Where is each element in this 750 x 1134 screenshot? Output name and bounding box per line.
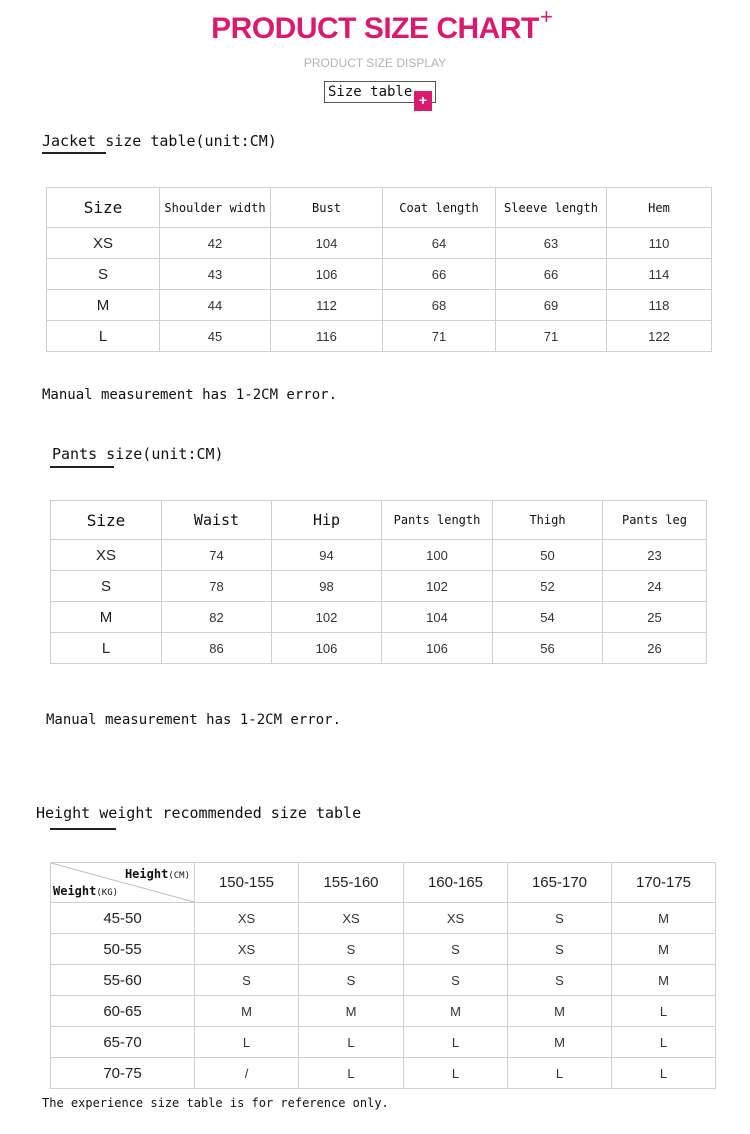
table-cell: 45 bbox=[160, 321, 271, 352]
table-cell: 52 bbox=[493, 571, 603, 602]
table-cell: XS bbox=[195, 903, 299, 934]
height-axis-label bbox=[125, 867, 190, 881]
table-cell: 25 bbox=[603, 602, 707, 633]
table-cell: XS bbox=[195, 934, 299, 965]
weight-unit: (KG) bbox=[96, 888, 119, 898]
jacket-heading: Jacket size table(unit:CM) bbox=[42, 132, 277, 150]
table-cell: 71 bbox=[383, 321, 496, 352]
table-cell: 106 bbox=[272, 633, 382, 664]
table-cell: 24 bbox=[603, 571, 707, 602]
table-cell: 98 bbox=[272, 571, 382, 602]
jacket-note: Manual measurement has 1-2CM error. bbox=[42, 387, 338, 403]
table-row bbox=[51, 571, 707, 602]
pants-heading-underline bbox=[50, 466, 114, 468]
title-plus-icon: + bbox=[540, 4, 553, 29]
table-cell: S bbox=[404, 934, 508, 965]
table-cell: 104 bbox=[382, 602, 493, 633]
table-cell: 66 bbox=[496, 259, 607, 290]
size-cell: S bbox=[51, 571, 162, 602]
size-cell: XS bbox=[51, 540, 162, 571]
table-cell: 86 bbox=[162, 633, 272, 664]
column-header: Hip bbox=[272, 501, 382, 540]
table-cell: M bbox=[612, 934, 716, 965]
table-cell: 23 bbox=[603, 540, 707, 571]
table-cell: 100 bbox=[382, 540, 493, 571]
jacket-heading-underline bbox=[42, 152, 106, 154]
table-cell: L bbox=[612, 1027, 716, 1058]
table-cell: 94 bbox=[272, 540, 382, 571]
table-cell: 54 bbox=[493, 602, 603, 633]
column-header: Sleeve length bbox=[496, 188, 607, 228]
table-cell: S bbox=[508, 903, 612, 934]
table-cell: 50 bbox=[493, 540, 603, 571]
table-cell: 66 bbox=[383, 259, 496, 290]
table-cell: 102 bbox=[382, 571, 493, 602]
table-cell: M bbox=[508, 1027, 612, 1058]
table-row bbox=[47, 290, 712, 321]
table-cell: 43 bbox=[160, 259, 271, 290]
tag-plus-icon: + bbox=[414, 91, 432, 111]
table-cell: L bbox=[404, 1058, 508, 1089]
column-header: Thigh bbox=[493, 501, 603, 540]
column-header: Size bbox=[51, 501, 162, 540]
column-header: Pants length bbox=[382, 501, 493, 540]
table-cell: S bbox=[299, 934, 404, 965]
height-header: 170-175 bbox=[612, 863, 716, 903]
table-cell: 56 bbox=[493, 633, 603, 664]
table-cell: S bbox=[195, 965, 299, 996]
table-row bbox=[51, 602, 707, 633]
size-cell: XS bbox=[47, 228, 160, 259]
height-header: 150-155 bbox=[195, 863, 299, 903]
table-cell: XS bbox=[299, 903, 404, 934]
table-row bbox=[47, 321, 712, 352]
table-row bbox=[51, 903, 716, 934]
page-title: PRODUCT SIZE CHART bbox=[211, 12, 539, 45]
table-cell: 104 bbox=[271, 228, 383, 259]
header-corner-cell bbox=[51, 863, 195, 903]
height-header: 165-170 bbox=[508, 863, 612, 903]
column-header: Shoulder width bbox=[160, 188, 271, 228]
table-header-row bbox=[47, 188, 712, 228]
column-header: Pants leg bbox=[603, 501, 707, 540]
pants-size-table bbox=[50, 500, 707, 664]
height-header: 155-160 bbox=[299, 863, 404, 903]
pants-note: Manual measurement has 1-2CM error. bbox=[46, 712, 342, 728]
table-cell: 106 bbox=[271, 259, 383, 290]
size-cell: S bbox=[47, 259, 160, 290]
table-row bbox=[51, 633, 707, 664]
column-header: Hem bbox=[607, 188, 712, 228]
table-row bbox=[51, 934, 716, 965]
table-cell: S bbox=[404, 965, 508, 996]
table-cell: S bbox=[508, 934, 612, 965]
height-label: Height bbox=[124, 867, 169, 881]
recommend-note: The experience size table is for reference only. bbox=[42, 1096, 389, 1110]
weight-axis-label bbox=[53, 884, 118, 898]
table-cell: 114 bbox=[607, 259, 712, 290]
table-cell: 106 bbox=[382, 633, 493, 664]
table-cell: 116 bbox=[271, 321, 383, 352]
table-cell: M bbox=[404, 996, 508, 1027]
weight-cell: 70-75 bbox=[51, 1058, 195, 1089]
weight-cell: 60-65 bbox=[51, 996, 195, 1027]
table-cell: 63 bbox=[496, 228, 607, 259]
weight-cell: 45-50 bbox=[51, 903, 195, 934]
table-cell: 78 bbox=[162, 571, 272, 602]
table-cell: 74 bbox=[162, 540, 272, 571]
size-cell: L bbox=[47, 321, 160, 352]
recommend-heading: Height weight recommended size table bbox=[36, 804, 362, 822]
weight-cell: 50-55 bbox=[51, 934, 195, 965]
table-cell: S bbox=[299, 965, 404, 996]
recommend-size-table bbox=[50, 862, 716, 1089]
table-cell: M bbox=[612, 965, 716, 996]
table-cell: M bbox=[612, 903, 716, 934]
table-row bbox=[47, 228, 712, 259]
size-cell: L bbox=[51, 633, 162, 664]
table-cell: L bbox=[299, 1027, 404, 1058]
table-cell: 110 bbox=[607, 228, 712, 259]
table-cell: 112 bbox=[271, 290, 383, 321]
table-cell: L bbox=[195, 1027, 299, 1058]
table-header-row bbox=[51, 863, 716, 903]
size-cell: M bbox=[47, 290, 160, 321]
page-subtitle: PRODUCT SIZE DISPLAY bbox=[303, 56, 447, 70]
pants-heading: Pants size(unit:CM) bbox=[52, 445, 224, 463]
size-cell: M bbox=[51, 602, 162, 633]
table-cell: XS bbox=[404, 903, 508, 934]
height-unit: (CM) bbox=[168, 871, 190, 881]
table-cell: 44 bbox=[160, 290, 271, 321]
table-cell: 64 bbox=[383, 228, 496, 259]
column-header: Size bbox=[47, 188, 160, 228]
table-cell: M bbox=[508, 996, 612, 1027]
table-row bbox=[51, 965, 716, 996]
weight-label: Weight bbox=[53, 884, 97, 898]
table-cell: M bbox=[195, 996, 299, 1027]
table-row bbox=[51, 996, 716, 1027]
table-cell: 122 bbox=[607, 321, 712, 352]
table-cell: L bbox=[299, 1058, 404, 1089]
table-cell: M bbox=[299, 996, 404, 1027]
size-table-tag-label: Size table bbox=[328, 84, 413, 100]
table-row bbox=[51, 1027, 716, 1058]
table-header-row bbox=[51, 501, 707, 540]
column-header: Waist bbox=[162, 501, 272, 540]
table-cell: L bbox=[404, 1027, 508, 1058]
table-cell: 82 bbox=[162, 602, 272, 633]
height-header: 160-165 bbox=[404, 863, 508, 903]
table-cell: 69 bbox=[496, 290, 607, 321]
column-header: Bust bbox=[271, 188, 383, 228]
recommend-heading-underline bbox=[50, 828, 116, 830]
table-row bbox=[51, 540, 707, 571]
table-cell: / bbox=[195, 1058, 299, 1089]
weight-cell: 65-70 bbox=[51, 1027, 195, 1058]
table-cell: L bbox=[508, 1058, 612, 1089]
table-cell: S bbox=[508, 965, 612, 996]
jacket-size-table bbox=[46, 187, 712, 352]
table-row bbox=[47, 259, 712, 290]
table-row bbox=[51, 1058, 716, 1089]
table-cell: L bbox=[612, 996, 716, 1027]
weight-cell: 55-60 bbox=[51, 965, 195, 996]
column-header: Coat length bbox=[383, 188, 496, 228]
table-cell: 26 bbox=[603, 633, 707, 664]
table-cell: L bbox=[612, 1058, 716, 1089]
table-cell: 71 bbox=[496, 321, 607, 352]
table-cell: 42 bbox=[160, 228, 271, 259]
table-cell: 118 bbox=[607, 290, 712, 321]
table-cell: 68 bbox=[383, 290, 496, 321]
table-cell: 102 bbox=[272, 602, 382, 633]
